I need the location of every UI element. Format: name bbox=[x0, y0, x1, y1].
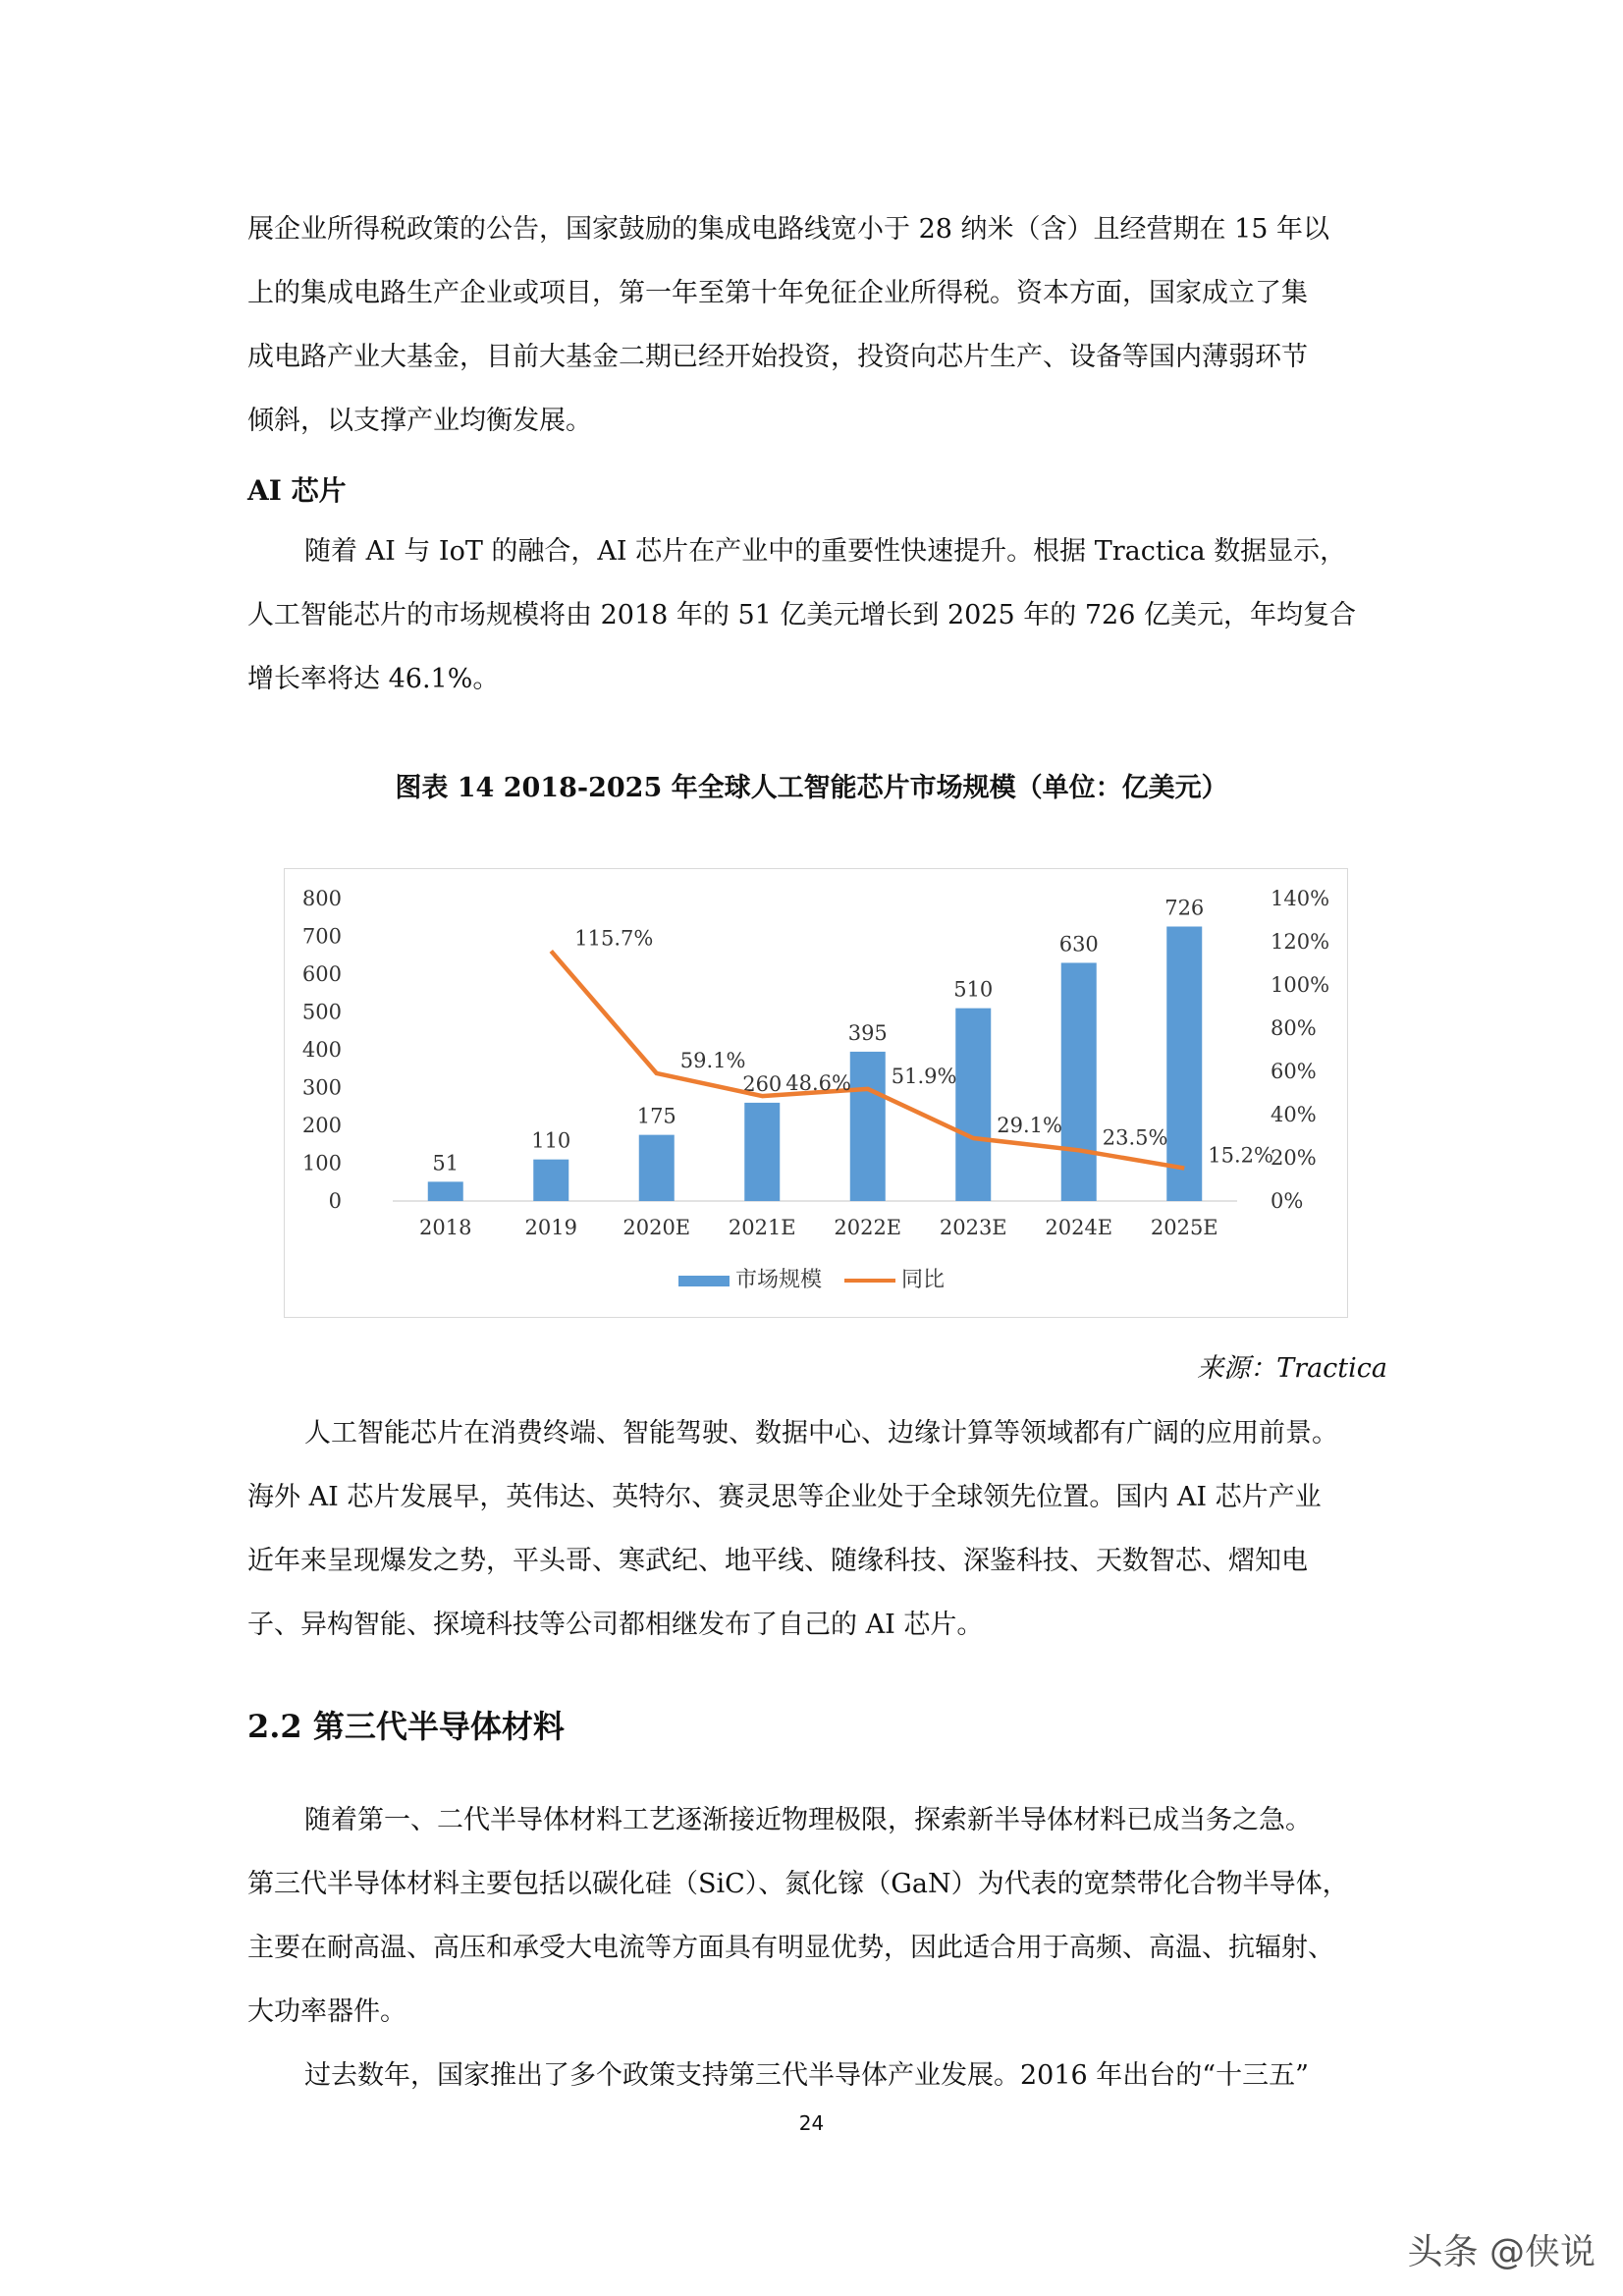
chart-legend bbox=[0, 1263, 1623, 1293]
bar-data-label: 630 bbox=[1058, 932, 1099, 957]
bar-data-label: 110 bbox=[531, 1128, 571, 1153]
left-axis-tick-label: 800 bbox=[301, 887, 342, 910]
x-axis-tick-label: 2018 bbox=[419, 1216, 472, 1239]
bar-data-label: 395 bbox=[847, 1020, 888, 1045]
left-axis-tick-label: 600 bbox=[301, 962, 342, 986]
text-line: 第三代半导体材料主要包括以碳化硅（SiC）、氮化镓（GaN）为代表的宽禁带化合物半导体， bbox=[247, 1869, 1349, 1899]
heading-ai-chip: AI 芯片 bbox=[247, 474, 347, 507]
paragraph-third-gen-semiconductor bbox=[247, 1788, 1386, 2044]
paragraph-ai-chip-applications bbox=[247, 1401, 1386, 1657]
legend-item-bar bbox=[678, 1263, 822, 1293]
bar bbox=[955, 1009, 991, 1201]
x-axis-tick-label: 2019 bbox=[524, 1216, 577, 1239]
x-axis-tick-label: 2022E bbox=[834, 1216, 902, 1239]
x-axis-tick-label: 2025E bbox=[1150, 1216, 1218, 1239]
combo-chart bbox=[285, 869, 1347, 1317]
line-data-label: 29.1% bbox=[997, 1113, 1062, 1137]
figure-source: 来源：Tractica bbox=[1197, 1353, 1387, 1384]
left-axis-tick-label: 200 bbox=[301, 1114, 342, 1137]
line-data-label: 23.5% bbox=[1102, 1125, 1168, 1150]
line-data-label: 51.9% bbox=[891, 1064, 957, 1088]
right-axis-tick-label: 20% bbox=[1271, 1146, 1317, 1170]
text-line: 海外 AI 芯片发展早，英伟达、英特尔、赛灵思等企业处于全球领先位置。国内 AI 芯片产业 bbox=[247, 1482, 1322, 1512]
text-line: 随着第一、二代半导体材料工艺逐渐接近物理极限，探索新半导体材料已成当务之急。 bbox=[304, 1805, 1312, 1835]
line-data-label: 15.2% bbox=[1208, 1143, 1273, 1168]
right-axis-tick-label: 100% bbox=[1271, 973, 1330, 997]
line-data-label: 59.1% bbox=[679, 1048, 746, 1072]
figure-title: 图表 14 2018-2025 年全球人工智能芯片市场规模（单位：亿美元） bbox=[395, 773, 1228, 803]
bar bbox=[744, 1103, 780, 1201]
text-line: 倾斜，以支撑产业均衡发展。 bbox=[247, 406, 592, 436]
right-axis-tick-label: 40% bbox=[1271, 1103, 1317, 1126]
left-axis-tick-label: 400 bbox=[301, 1038, 342, 1062]
right-axis-tick-label: 80% bbox=[1271, 1016, 1317, 1040]
x-axis-tick-label: 2024E bbox=[1045, 1216, 1113, 1239]
bar-data-label: 510 bbox=[953, 977, 994, 1002]
left-axis-tick-label: 0 bbox=[328, 1189, 342, 1213]
right-axis-tick-label: 60% bbox=[1271, 1060, 1317, 1083]
legend-line-swatch bbox=[844, 1279, 895, 1283]
line-data-label: 48.6% bbox=[785, 1071, 851, 1096]
text-line: 人工智能芯片在消费终端、智能驾驶、数据中心、边缘计算等领域都有广阔的应用前景。 bbox=[304, 1418, 1338, 1449]
bar-data-label: 175 bbox=[636, 1104, 676, 1128]
text-line: 上的集成电路生产企业或项目，第一年至第十年免征企业所得税。资本方面，国家成立了集 bbox=[247, 278, 1308, 308]
legend-bar-swatch bbox=[678, 1276, 730, 1286]
paragraph-policy bbox=[247, 2044, 1386, 2107]
page-number: 24 bbox=[798, 2111, 825, 2135]
bar-data-label: 51 bbox=[432, 1151, 460, 1175]
text-line: 成电路产业大基金，目前大基金二期已经开始投资，投资向芯片生产、设备等国内薄弱环节 bbox=[247, 342, 1308, 372]
bar bbox=[1061, 962, 1097, 1201]
left-axis-tick-label: 500 bbox=[301, 1000, 342, 1024]
line-data-label: 115.7% bbox=[574, 926, 654, 951]
right-axis-tick-label: 0% bbox=[1271, 1189, 1304, 1213]
paragraph-ai-chip-market bbox=[247, 519, 1386, 711]
watermark-logo: 头条 @侠说 bbox=[1407, 2232, 1596, 2272]
paragraph-tax-policy bbox=[247, 197, 1386, 453]
legend-label: 同比 bbox=[901, 1268, 946, 1292]
text-line: 近年来呈现爆发之势，平头哥、寒武纪、地平线、随缘科技、深鉴科技、天数智芯、熠知电 bbox=[247, 1546, 1308, 1576]
right-axis-tick-label: 120% bbox=[1271, 930, 1330, 954]
bar-data-label: 260 bbox=[742, 1071, 783, 1096]
text-line: 主要在耐高温、高压和承受大电流等方面具有明显优势，因此适合用于高频、高温、抗辐射、 bbox=[247, 1933, 1334, 1963]
bar bbox=[639, 1135, 675, 1201]
left-axis-tick-label: 700 bbox=[301, 924, 342, 949]
left-axis-tick-label: 100 bbox=[301, 1151, 342, 1175]
bar bbox=[428, 1181, 463, 1201]
text-line: 子、异构智能、探境科技等公司都相继发布了自己的 AI 芯片。 bbox=[247, 1610, 984, 1640]
text-line: 增长率将达 46.1%。 bbox=[247, 664, 500, 694]
left-axis-tick-label: 300 bbox=[301, 1075, 342, 1100]
legend-item-line bbox=[844, 1263, 945, 1293]
section-heading: 2.2 第三代半导体材料 bbox=[247, 1708, 565, 1745]
bar bbox=[1166, 926, 1202, 1201]
right-axis-tick-label: 140% bbox=[1271, 887, 1330, 910]
text-line: 人工智能芯片的市场规模将由 2018 年的 51 亿美元增长到 2025 年的 726 亿美元，年均复合 bbox=[247, 600, 1356, 630]
bar-data-label: 726 bbox=[1164, 896, 1205, 920]
text-line: 随着 AI 与 IoT 的融合，AI 芯片在产业中的重要性快速提升。根据 Tractica 数据显示， bbox=[304, 536, 1347, 567]
x-axis-tick-label: 2021E bbox=[728, 1216, 796, 1239]
legend-label: 市场规模 bbox=[734, 1268, 822, 1292]
text-line: 展企业所得税政策的公告，国家鼓励的集成电路线宽小于 28 纳米（含）且经营期在 15 年以 bbox=[247, 214, 1330, 245]
x-axis-tick-label: 2020E bbox=[622, 1216, 691, 1239]
text-line: 过去数年，国家推出了多个政策支持第三代半导体产业发展。2016 年出台的“十三五” bbox=[304, 2060, 1309, 2091]
text-line: 大功率器件。 bbox=[247, 1996, 406, 2027]
x-axis-tick-label: 2023E bbox=[939, 1216, 1007, 1239]
bar bbox=[533, 1160, 568, 1201]
bar bbox=[850, 1052, 886, 1201]
chart-container bbox=[284, 868, 1348, 1318]
